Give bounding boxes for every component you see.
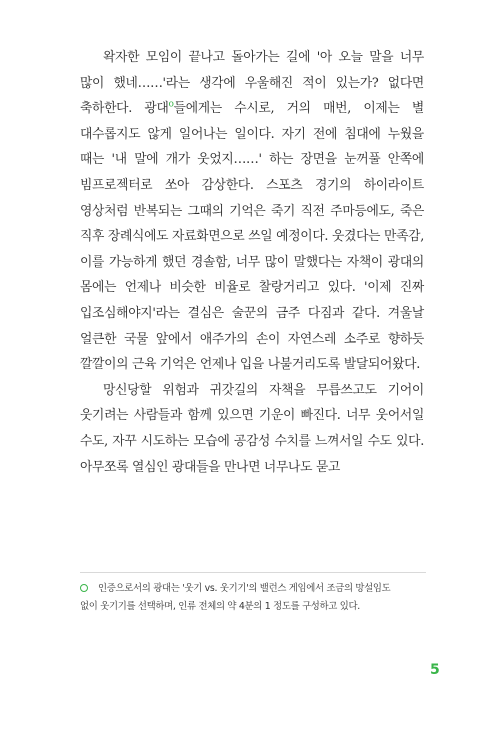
paragraph-1-part-b: 들에게는 수시로, 거의 매번, 이제는 별 대수롭지도 않게 일어나는 일이다. 자기 전에 침대에 누웠을 때는 '내 말에 개가 웃었지……' 하는 장면을 눈꺼풀 안쪽에 빔프로젝터로 쏘아 감상한다. 스포츠 경기의 하이라이트 영상처럼 반복되는 그때의 기억은 죽기 직전 주마등에도, 죽은 직후 장례식에도 자료화면으로 쓰일 예정이다. 웃겼다는 만족감, 이를 가능하게 했던 경솔함, 너무 많이 말했다는 자책이 광대의 몸에는 언제나 비슷한 비율로 찰랑거리고 있다. '이제 진짜 입조심해야지'라는 결심은 술꾼의 금주 다짐과 같다. 겨울날 얼큰한 국물 앞에서 애주가의 손이 자연스레 소주로 향하듯 깔깔이의 근육 기억은 언제나 입을 나불거리도록 발달되어왔다. [80, 101, 424, 373]
footnote-marker: o [168, 99, 174, 110]
footnote-bullet-icon [80, 584, 88, 592]
page-number: 5 [430, 662, 440, 678]
footnote-line-1 [80, 580, 432, 598]
footnote-line-1-text: 인증으로서의 광대는 '웃기 vs. 웃기기'의 밸런스 게임에서 조금의 망설임도 [98, 583, 391, 594]
footnote [80, 580, 432, 616]
body-text [80, 45, 424, 480]
paragraph-1-part-a: 왁자한 모임이 끝나고 돌아가는 길에 '아 오늘 말을 너무 많이 했네……'라는 생각에 우울해진 적이 있는가? 없다면 축하한다. 광대 [80, 50, 424, 117]
footnote-line-2: 없이 웃기기를 선택하며, 인류 전체의 약 4분의 1 정도를 구성하고 있다. [80, 601, 360, 612]
paragraph-2: 망신당할 위험과 귀갓길의 자책을 무릅쓰고도 기어이 웃기려는 사람들과 함께 있으면 기운이 빠진다. 너무 웃어서일 수도, 자꾸 시도하는 모습에 공감성 수치를 느껴서일 수도 있다. 아무쪼록 열심인 광대들을 만나면 너무나도 묻고 [80, 382, 424, 475]
footnote-divider [80, 572, 426, 573]
paragraph-1 [80, 45, 424, 378]
